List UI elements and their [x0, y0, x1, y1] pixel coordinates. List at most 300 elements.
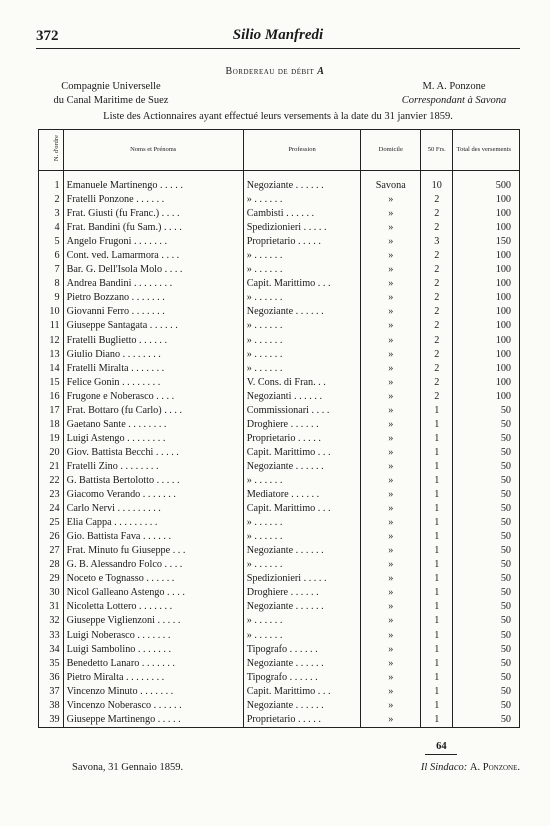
- row-number: 33: [39, 629, 64, 643]
- row-profession: Mediatore . . . . . .: [243, 488, 361, 502]
- row-name: Luigi Astengo . . . . . . . .: [63, 432, 243, 446]
- row-total: 100: [453, 376, 520, 390]
- row-number: 28: [39, 558, 64, 572]
- row-profession: Negoziante . . . . . .: [243, 600, 361, 614]
- row-profession: » . . . . . .: [243, 291, 361, 305]
- row-profession: » . . . . . .: [243, 474, 361, 488]
- total-fr: 64: [425, 738, 457, 755]
- row-fr: 2: [421, 207, 453, 221]
- row-total: 100: [453, 207, 520, 221]
- table-row: [39, 544, 520, 558]
- row-name: Giulio Diano . . . . . . . .: [63, 348, 243, 362]
- table-row: [39, 179, 520, 193]
- row-number: 9: [39, 291, 64, 305]
- row-domicile: »: [361, 614, 421, 628]
- row-name: Fratelli Zino . . . . . . . .: [63, 460, 243, 474]
- header-name: Noms et Prénoms: [63, 130, 243, 171]
- row-profession: Capit. Marittimo . . .: [243, 502, 361, 516]
- row-profession: Proprietario . . . . .: [243, 713, 361, 728]
- company-line-2: du Canal Maritime de Suez: [53, 95, 169, 106]
- row-name: G. Battista Bertolotto . . . . .: [63, 474, 243, 488]
- table-row: [39, 348, 520, 362]
- row-number: 37: [39, 685, 64, 699]
- row-domicile: »: [361, 544, 421, 558]
- totals-row: [38, 738, 520, 755]
- row-number: 12: [39, 334, 64, 348]
- row-domicile: »: [361, 516, 421, 530]
- row-total: 500: [453, 179, 520, 193]
- table-row: [39, 488, 520, 502]
- row-profession: » . . . . . .: [243, 558, 361, 572]
- row-total: 50: [453, 544, 520, 558]
- row-fr: 1: [421, 544, 453, 558]
- table-row: [39, 614, 520, 628]
- row-fr: 1: [421, 558, 453, 572]
- table-body: [39, 171, 520, 728]
- table-row: [39, 600, 520, 614]
- row-domicile: »: [361, 502, 421, 516]
- row-total: 100: [453, 334, 520, 348]
- row-domicile: »: [361, 221, 421, 235]
- row-number: 7: [39, 263, 64, 277]
- row-total: 50: [453, 502, 520, 516]
- row-domicile: »: [361, 376, 421, 390]
- row-total: 100: [453, 319, 520, 333]
- table-row: [39, 390, 520, 404]
- row-fr: 2: [421, 376, 453, 390]
- row-fr: 2: [421, 348, 453, 362]
- row-name: Fratelli Ponzone . . . . . .: [63, 193, 243, 207]
- row-number: 24: [39, 502, 64, 516]
- row-name: Emanuele Martinengo . . . . .: [63, 179, 243, 193]
- row-total: 100: [453, 348, 520, 362]
- row-domicile: »: [361, 207, 421, 221]
- row-number: 15: [39, 376, 64, 390]
- row-name: Giuseppe Viglienzoni . . . . .: [63, 614, 243, 628]
- table-row: [39, 516, 520, 530]
- row-profession: » . . . . . .: [243, 249, 361, 263]
- row-name: Felice Gonin . . . . . . . .: [63, 376, 243, 390]
- row-profession: » . . . . . .: [243, 334, 361, 348]
- table-row: [39, 530, 520, 544]
- row-domicile: »: [361, 699, 421, 713]
- row-domicile: »: [361, 418, 421, 432]
- row-profession: » . . . . . .: [243, 614, 361, 628]
- row-name: Luigi Noberasco . . . . . . .: [63, 629, 243, 643]
- row-profession: Commissionari . . . .: [243, 404, 361, 418]
- row-total: 50: [453, 404, 520, 418]
- table-row: [39, 334, 520, 348]
- row-fr: 1: [421, 614, 453, 628]
- running-title: Silio Manfredi: [232, 27, 324, 43]
- row-fr: 2: [421, 334, 453, 348]
- row-number: 20: [39, 446, 64, 460]
- row-fr: 1: [421, 600, 453, 614]
- row-profession: » . . . . . .: [243, 516, 361, 530]
- row-name: Fratelli Miralta . . . . . . .: [63, 362, 243, 376]
- row-name: Frat. Giusti (fu Franc.) . . . .: [63, 207, 243, 221]
- list-caption: Liste des Actionnaires ayant effectué leurs versements à la date du 31 janvier 1859.: [103, 111, 453, 122]
- table-row: [39, 558, 520, 572]
- row-domicile: »: [361, 600, 421, 614]
- row-fr: 1: [421, 432, 453, 446]
- row-fr: 2: [421, 305, 453, 319]
- row-domicile: »: [361, 193, 421, 207]
- agent-role: Correspondant à Savona: [401, 95, 507, 106]
- row-profession: Negoziante . . . . . .: [243, 699, 361, 713]
- table-row: [39, 235, 520, 249]
- table-row: [39, 404, 520, 418]
- table-row: [39, 460, 520, 474]
- row-name: Frugone e Noberasco . . . .: [63, 390, 243, 404]
- row-profession: Proprietario . . . . .: [243, 432, 361, 446]
- row-name: Pietro Miralta . . . . . . . .: [63, 671, 243, 685]
- table-row: [39, 685, 520, 699]
- row-number: 5: [39, 235, 64, 249]
- row-fr: 1: [421, 586, 453, 600]
- row-total: 100: [453, 193, 520, 207]
- row-fr: 1: [421, 516, 453, 530]
- row-name: Frat. Bottaro (fu Carlo) . . . .: [63, 404, 243, 418]
- row-name: Vincenzo Noberasco . . . . . .: [63, 699, 243, 713]
- row-fr: 1: [421, 643, 453, 657]
- footer-date: Savona, 31 Gennaio 1859.: [72, 762, 184, 773]
- row-profession: Cambisti . . . . . .: [243, 207, 361, 221]
- row-fr: 1: [421, 488, 453, 502]
- row-profession: Spedizionieri . . . . .: [243, 572, 361, 586]
- bordereau-label: Bordereau de débit: [225, 66, 315, 77]
- row-number: 30: [39, 586, 64, 600]
- row-fr: 1: [421, 474, 453, 488]
- table-row: [39, 502, 520, 516]
- row-profession: » . . . . . .: [243, 348, 361, 362]
- row-profession: Droghiere . . . . . .: [243, 418, 361, 432]
- row-total: 100: [453, 362, 520, 376]
- row-total: 100: [453, 305, 520, 319]
- header-domicile: Domicile: [361, 130, 421, 171]
- row-name: Giacomo Verando . . . . . . .: [63, 488, 243, 502]
- row-fr: 1: [421, 685, 453, 699]
- row-domicile: »: [361, 334, 421, 348]
- row-profession: Proprietario . . . . .: [243, 235, 361, 249]
- row-number: 3: [39, 207, 64, 221]
- row-domicile: »: [361, 277, 421, 291]
- row-profession: Droghiere . . . . . .: [243, 586, 361, 600]
- table-row: [39, 376, 520, 390]
- row-fr: 2: [421, 362, 453, 376]
- row-number: 38: [39, 699, 64, 713]
- company-line-1: Compagnie Universelle: [61, 81, 161, 92]
- header-profession: Profession: [243, 130, 361, 171]
- signature-label: Il Sindaco:: [420, 762, 468, 773]
- row-total: 50: [453, 516, 520, 530]
- row-name: Pietro Bozzano . . . . . . .: [63, 291, 243, 305]
- row-number: 8: [39, 277, 64, 291]
- row-number: 23: [39, 488, 64, 502]
- row-fr: 2: [421, 390, 453, 404]
- row-profession: » . . . . . .: [243, 263, 361, 277]
- row-domicile: »: [361, 319, 421, 333]
- row-name: Bar. G. Dell'Isola Molo . . . .: [63, 263, 243, 277]
- row-number: 21: [39, 460, 64, 474]
- header-total: Total des versements: [453, 130, 520, 171]
- row-total: 100: [453, 291, 520, 305]
- row-number: 26: [39, 530, 64, 544]
- row-profession: Capit. Marittimo . . .: [243, 685, 361, 699]
- row-total: 50: [453, 685, 520, 699]
- row-total: 50: [453, 572, 520, 586]
- row-profession: Capit. Marittimo . . .: [243, 277, 361, 291]
- row-name: Gaetano Sante . . . . . . . .: [63, 418, 243, 432]
- row-number: 39: [39, 713, 64, 728]
- row-name: Fratelli Buglietto . . . . . .: [63, 334, 243, 348]
- row-number: 14: [39, 362, 64, 376]
- row-number: 1: [39, 179, 64, 193]
- row-number: 34: [39, 643, 64, 657]
- row-profession: Tipografo . . . . . .: [243, 643, 361, 657]
- row-total: 50: [453, 488, 520, 502]
- row-profession: » . . . . . .: [243, 193, 361, 207]
- row-number: 18: [39, 418, 64, 432]
- row-fr: 1: [421, 671, 453, 685]
- table-row: [39, 432, 520, 446]
- row-number: 22: [39, 474, 64, 488]
- row-domicile: »: [361, 390, 421, 404]
- row-number: 36: [39, 671, 64, 685]
- table-row: [39, 699, 520, 713]
- row-domicile: »: [361, 446, 421, 460]
- row-fr: 3: [421, 235, 453, 249]
- row-number: 29: [39, 572, 64, 586]
- row-number: 2: [39, 193, 64, 207]
- row-fr: 2: [421, 221, 453, 235]
- row-profession: Negoziante . . . . . .: [243, 544, 361, 558]
- bordereau-letter: A: [317, 66, 325, 77]
- row-fr: 2: [421, 291, 453, 305]
- row-name: Gio. Battista Fava . . . . . .: [63, 530, 243, 544]
- row-domicile: »: [361, 671, 421, 685]
- row-fr: 1: [421, 699, 453, 713]
- table-header-row: [39, 130, 520, 171]
- row-number: 11: [39, 319, 64, 333]
- row-domicile: »: [361, 305, 421, 319]
- row-total: 100: [453, 277, 520, 291]
- row-total: 50: [453, 671, 520, 685]
- row-fr: 2: [421, 277, 453, 291]
- row-fr: 1: [421, 460, 453, 474]
- row-name: Frat. Minuto fu Giuseppe . . .: [63, 544, 243, 558]
- row-total: 50: [453, 614, 520, 628]
- row-total: 50: [453, 460, 520, 474]
- table-row: [39, 305, 520, 319]
- row-profession: Negozianti . . . . . .: [243, 390, 361, 404]
- row-name: Carlo Nervi . . . . . . . . .: [63, 502, 243, 516]
- table-row: [39, 418, 520, 432]
- row-domicile: »: [361, 263, 421, 277]
- row-number: 10: [39, 305, 64, 319]
- row-fr: 1: [421, 572, 453, 586]
- row-profession: Negoziante . . . . . .: [243, 460, 361, 474]
- table-row: [39, 362, 520, 376]
- row-fr: 2: [421, 249, 453, 263]
- row-profession: Tipografo . . . . . .: [243, 671, 361, 685]
- table-row: [39, 572, 520, 586]
- agent-name: M. A. Ponzone: [422, 81, 486, 92]
- row-domicile: »: [361, 572, 421, 586]
- row-profession: V. Cons. di Fran. . .: [243, 376, 361, 390]
- row-total: 50: [453, 418, 520, 432]
- table-row: [39, 474, 520, 488]
- row-total: 50: [453, 629, 520, 643]
- footer-signature: [421, 762, 520, 773]
- row-name: Giuseppe Martinengo . . . . .: [63, 713, 243, 728]
- row-profession: » . . . . . .: [243, 530, 361, 544]
- row-domicile: »: [361, 235, 421, 249]
- row-name: Noceto e Tognasso . . . . . .: [63, 572, 243, 586]
- row-fr: 1: [421, 418, 453, 432]
- row-number: 17: [39, 404, 64, 418]
- row-total: 50: [453, 643, 520, 657]
- row-domicile: »: [361, 474, 421, 488]
- row-number: 13: [39, 348, 64, 362]
- row-name: G. B. Alessandro Folco . . . .: [63, 558, 243, 572]
- row-total: 50: [453, 558, 520, 572]
- table-row: [39, 249, 520, 263]
- row-name: Elia Cappa . . . . . . . . .: [63, 516, 243, 530]
- row-name: Benedetto Lanaro . . . . . . .: [63, 657, 243, 671]
- shareholder-table: [38, 129, 520, 728]
- row-total: 100: [453, 249, 520, 263]
- row-profession: » . . . . . .: [243, 362, 361, 376]
- row-profession: Negoziante . . . . . .: [243, 657, 361, 671]
- row-fr: 1: [421, 446, 453, 460]
- row-name: Cont. ved. Lamarmora . . . .: [63, 249, 243, 263]
- row-name: Nicoletta Lottero . . . . . . .: [63, 600, 243, 614]
- row-domicile: »: [361, 488, 421, 502]
- row-domicile: »: [361, 657, 421, 671]
- row-profession: Spedizionieri . . . . .: [243, 221, 361, 235]
- row-number: 16: [39, 390, 64, 404]
- table-row: [39, 291, 520, 305]
- row-total: 50: [453, 530, 520, 544]
- row-number: 27: [39, 544, 64, 558]
- row-domicile: »: [361, 404, 421, 418]
- row-name: Giovanni Ferro . . . . . . .: [63, 305, 243, 319]
- row-profession: » . . . . . .: [243, 629, 361, 643]
- row-domicile: »: [361, 460, 421, 474]
- row-domicile: »: [361, 348, 421, 362]
- row-total: 100: [453, 390, 520, 404]
- table-row: [39, 671, 520, 685]
- row-total: 50: [453, 713, 520, 728]
- row-domicile: »: [361, 558, 421, 572]
- row-total: 50: [453, 446, 520, 460]
- row-number: 19: [39, 432, 64, 446]
- table-row: [39, 657, 520, 671]
- row-number: 6: [39, 249, 64, 263]
- row-domicile: Savona: [361, 179, 421, 193]
- row-total: 50: [453, 432, 520, 446]
- table-row: [39, 277, 520, 291]
- table-row: [39, 713, 520, 728]
- row-number: 31: [39, 600, 64, 614]
- table-row: [39, 586, 520, 600]
- row-total: 150: [453, 235, 520, 249]
- table-row: [39, 446, 520, 460]
- signature-name: A. Ponzone.: [469, 762, 520, 773]
- row-domicile: »: [361, 685, 421, 699]
- row-fr: 2: [421, 319, 453, 333]
- table-row: [39, 263, 520, 277]
- row-domicile: »: [361, 291, 421, 305]
- row-fr: 1: [421, 657, 453, 671]
- header-fr: 50 Frs.: [421, 130, 453, 171]
- row-name: Giuseppe Santagata . . . . . .: [63, 319, 243, 333]
- row-domicile: »: [361, 629, 421, 643]
- row-name: Andrea Bandini . . . . . . . .: [63, 277, 243, 291]
- row-name: Vincenzo Minuto . . . . . . .: [63, 685, 243, 699]
- row-domicile: »: [361, 643, 421, 657]
- table-row: [39, 629, 520, 643]
- row-number: 4: [39, 221, 64, 235]
- row-number: 32: [39, 614, 64, 628]
- row-profession: Negoziante . . . . . .: [243, 179, 361, 193]
- running-head: [36, 26, 520, 49]
- row-fr: 1: [421, 629, 453, 643]
- row-number: 35: [39, 657, 64, 671]
- spacer-row: [39, 171, 520, 180]
- row-total: 50: [453, 600, 520, 614]
- table-row: [39, 319, 520, 333]
- row-fr: 2: [421, 193, 453, 207]
- row-total: 50: [453, 474, 520, 488]
- row-domicile: »: [361, 530, 421, 544]
- table-row: [39, 207, 520, 221]
- row-total: 100: [453, 263, 520, 277]
- row-domicile: »: [361, 362, 421, 376]
- row-domicile: »: [361, 713, 421, 728]
- row-total: 50: [453, 699, 520, 713]
- row-name: Angelo Frugoni . . . . . . .: [63, 235, 243, 249]
- row-profession: Capit. Marittimo . . .: [243, 446, 361, 460]
- row-fr: 1: [421, 530, 453, 544]
- row-number: 25: [39, 516, 64, 530]
- row-domicile: »: [361, 586, 421, 600]
- row-domicile: »: [361, 432, 421, 446]
- header-num: N. d'ordre: [39, 130, 64, 171]
- row-total: 50: [453, 657, 520, 671]
- row-fr: 10: [421, 179, 453, 193]
- bordereau-heading: [0, 66, 550, 77]
- row-domicile: »: [361, 249, 421, 263]
- agent-block: [384, 80, 524, 108]
- row-total: 50: [453, 586, 520, 600]
- row-fr: 2: [421, 263, 453, 277]
- row-fr: 1: [421, 404, 453, 418]
- row-fr: 1: [421, 502, 453, 516]
- row-fr: 1: [421, 713, 453, 728]
- company-block: [36, 80, 186, 108]
- row-profession: » . . . . . .: [243, 319, 361, 333]
- row-name: Luigi Sambolino . . . . . . .: [63, 643, 243, 657]
- page-number: 372: [36, 28, 59, 44]
- row-name: Giov. Battista Becchi . . . . .: [63, 446, 243, 460]
- table-row: [39, 643, 520, 657]
- row-total: 100: [453, 221, 520, 235]
- table-row: [39, 193, 520, 207]
- row-name: Frat. Bandini (fu Sam.) . . . .: [63, 221, 243, 235]
- table-row: [39, 221, 520, 235]
